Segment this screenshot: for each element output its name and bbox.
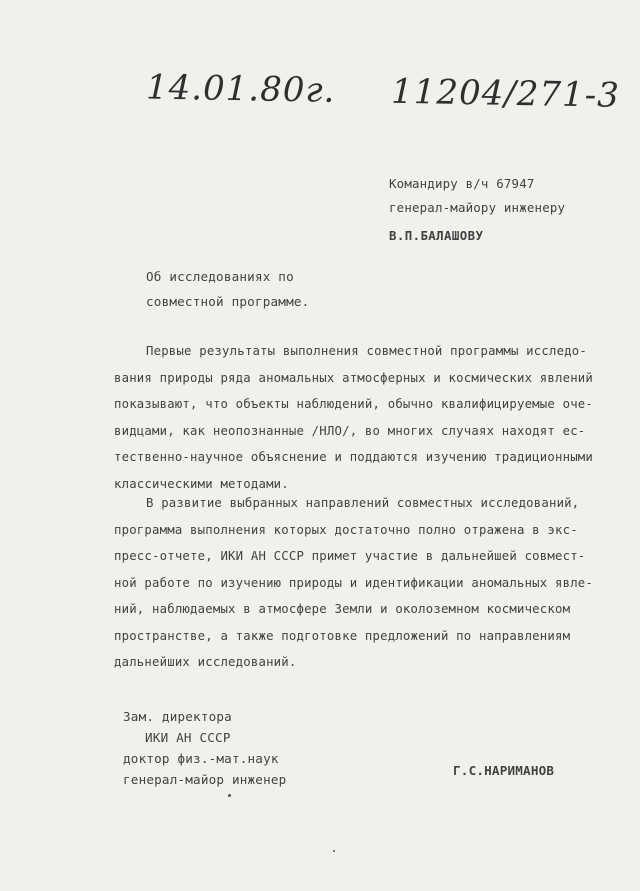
text-line: дальнейших исследований. xyxy=(114,655,297,669)
addressee-line: Командиру в/ч 67947 xyxy=(389,176,535,191)
signature-title-block xyxy=(123,706,286,790)
ink-mark xyxy=(333,850,335,852)
signature-line: ИКИ АН СССР xyxy=(145,730,231,745)
text-line: классическими методами. xyxy=(114,476,289,491)
text-line: видцами, как неопознанные /НЛО/, во многих случаях находят ес- xyxy=(114,423,586,438)
ink-mark xyxy=(228,794,231,797)
signature-line: Зам. директора xyxy=(123,709,232,724)
paragraph-2 xyxy=(114,490,593,676)
text-line: ной работе по изучению природы и идентификации аномальных явле- xyxy=(114,575,594,590)
text-line: ний, наблюдаемых в атмосфере Земли и околоземном космическом xyxy=(114,602,571,616)
text-line: тественно-научное объяснение и поддаются изучению традиционными xyxy=(114,450,594,464)
handwritten-date: 14.01.80г. xyxy=(145,67,336,111)
paragraph-1 xyxy=(114,338,593,497)
subject-line: совместной программе. xyxy=(146,294,310,309)
addressee-name: В.П.БАЛАШОВУ xyxy=(389,228,484,243)
text-line: вания природы ряда аномальных атмосферных и космических явлений xyxy=(114,370,594,385)
signature-line: генерал-майор инженер xyxy=(123,772,287,787)
addressee-block xyxy=(389,172,565,248)
text-line: Первые результаты выполнения совместной программы исследо- xyxy=(146,344,587,358)
text-line: программа выполнения которых достаточно полно отражена в экс- xyxy=(114,522,578,537)
text-line: показывают, что объекты наблюдений, обычно квалифицируемые оче- xyxy=(114,397,594,411)
text-line: пресс-отчете, ИКИ АН СССР примет участие в дальнейшей совмест- xyxy=(114,549,586,563)
signatory-name: Г.С.НАРИМАНОВ xyxy=(453,763,555,778)
handwritten-number: 11204/271-3 xyxy=(390,71,621,116)
subject-block xyxy=(146,264,309,314)
subject-line: Об исследованиях по xyxy=(146,269,294,284)
text-line: В развитие выбранных направлений совместных исследований, xyxy=(146,496,580,510)
text-line: пространстве, а также подготовке предложений по направлениям xyxy=(114,628,571,643)
signature-line: доктор физ.-мат.наук xyxy=(123,751,279,766)
handwritten-registration xyxy=(146,67,640,116)
addressee-line: генерал-майору инженеру xyxy=(389,200,566,215)
